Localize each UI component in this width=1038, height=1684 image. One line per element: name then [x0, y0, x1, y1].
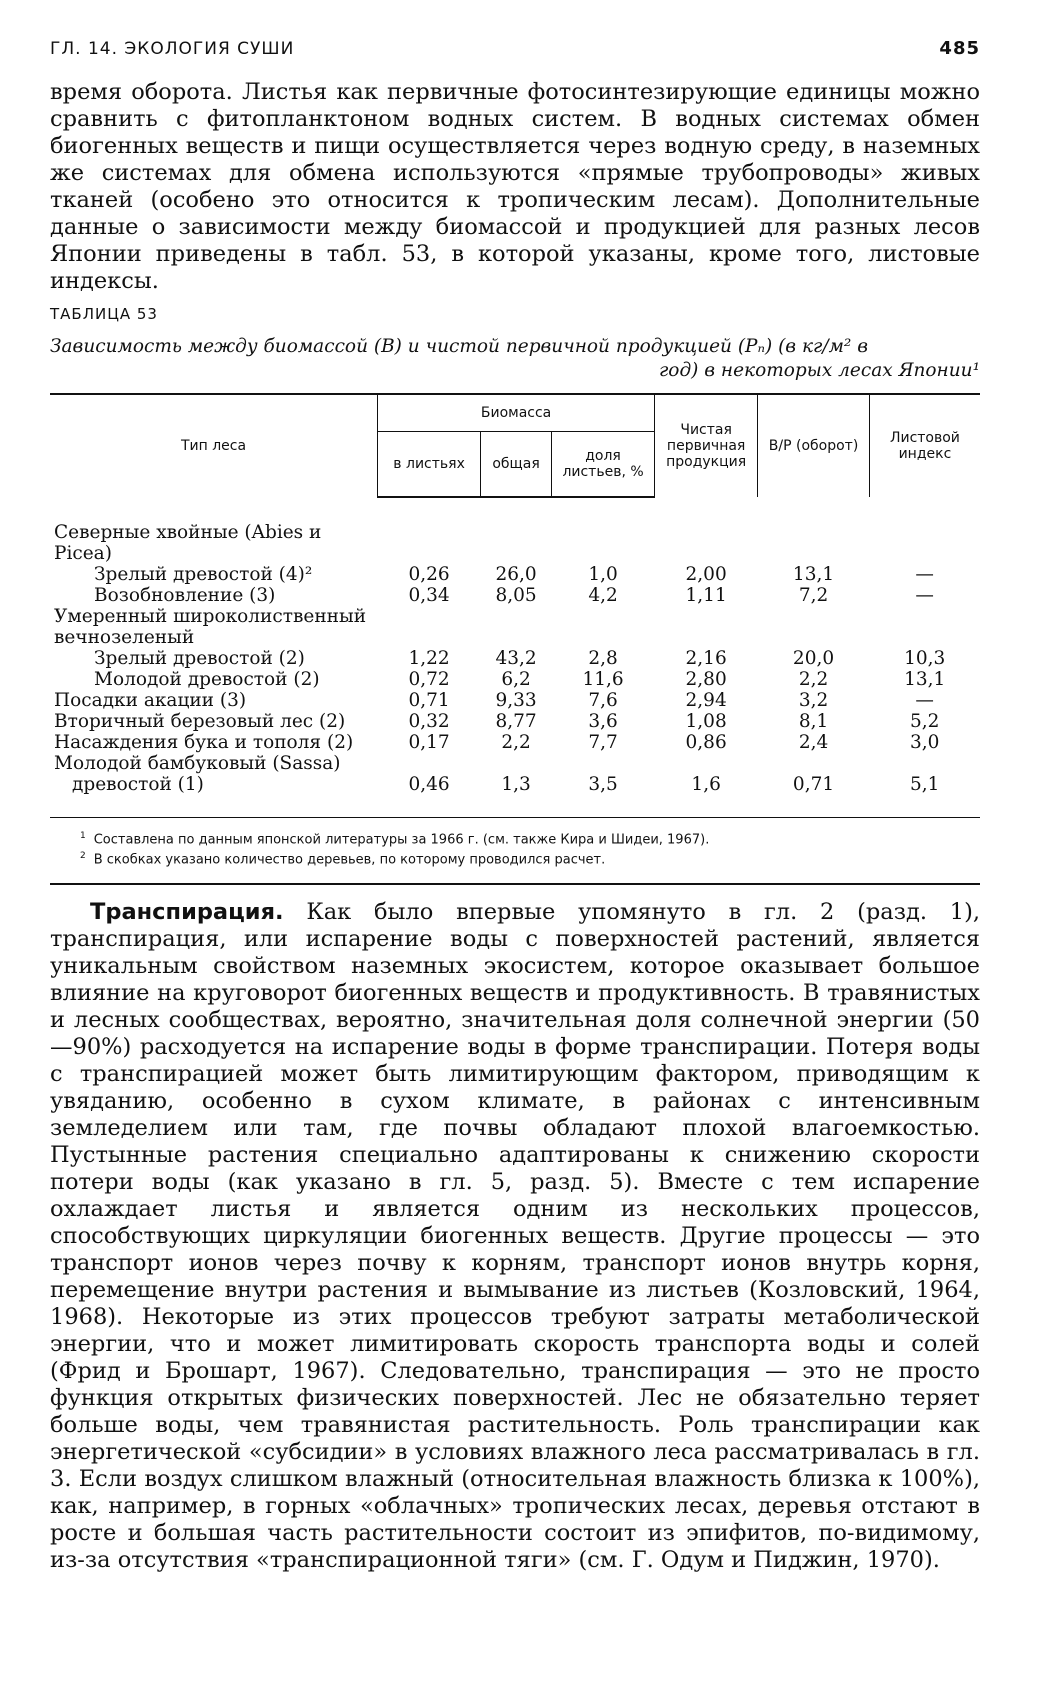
table-cell: [758, 522, 870, 564]
row-label: Молодой бамбуковый (Sassa): [54, 753, 341, 774]
table-row: [50, 732, 980, 753]
table-cell: 7,2: [798, 585, 829, 606]
table-cell: 1,22: [408, 648, 450, 669]
table-cell: 0,26: [408, 564, 450, 585]
table-cell: 9,33: [495, 690, 537, 711]
table-cell: [869, 522, 980, 564]
table-cell: 3,5: [552, 774, 655, 818]
table-row: [50, 648, 980, 669]
table-cell: [655, 606, 758, 648]
footnote: [50, 828, 980, 848]
table-cell: 26,0: [495, 564, 537, 585]
table-cell: 2,2: [501, 732, 531, 753]
paragraph-text: Как было впервые упомянуто в гл. 2 (разд. 1), транспирация, или испарение воды с поверхностей растений, является уникальным свойством наземных экосистем, которое оказывает большое влияние на круговорот биогенных веществ и продуктивность. В травянистых и лесных сообществах, вероятно, значительная доля солнечной энергии (50—90%) расходуется на испарение воды в форме транспирации. Потеря воды с транспирацией может быть лимитирующим фактором, приводящим к увяданию, особенно в сухом климате, в районах с интенсивным земледелием или там, где почвы обладают плохой влагоемкостью. Пустынные растения специально адаптированы к снижению скорости потери воды (как указано в гл. 5, разд. 5). Вместе с тем испарение охлаждает листья и является одним из нескольких процессов, способствующих циркуляции биогенных веществ. Другие процессы — это транспорт ионов через почву к корням, транспорт ионов внутрь корня, перемещение внутри растения и вымывание из листьев (Козловский, 1964, 1968). Некоторые из этих процессов требуют затраты метаболической энергии, что и может лимитировать скорость транспорта воды и солей (Фрид и Брошарт, 1967). Следовательно, транспирация — это не просто функция открытых физических поверхностей. Лес не обязательно теряет больше воды, чем травянистая растительность. Роль транспирации как энергетической «субсидии» в условиях влажного леса рассматривалась в гл. 3. Если воздух слишком влажный (относительная влажность близка к 100%), как, например, в горных «облачных» тропических лесах, деревья отстают в росте и большая часть растительности состоит из эпифитов, по-видимому, из-за отсутствия «транспирационной тяги» (см. Г. Одум и Пиджин, 1970).: [50, 898, 981, 1573]
table-cell: 7,7: [588, 732, 618, 753]
footnote-mark: 1: [80, 831, 86, 841]
table-cell: 4,2: [588, 585, 618, 606]
table-cell: 2,4: [798, 732, 829, 753]
table-row: [50, 690, 980, 711]
table-cell: 5,1: [869, 774, 980, 818]
row-label: древостой (1): [50, 774, 378, 818]
table-cell: 20,0: [792, 648, 835, 669]
footnote-mark: 2: [80, 851, 86, 862]
page-number: 485: [939, 38, 980, 59]
row-label: Зрелый древостой (4)²: [94, 564, 313, 585]
table-cell: —: [915, 585, 934, 606]
row-label: Вторичный березовый лес (2): [54, 711, 346, 732]
col-header-biomass: Биомасса: [378, 394, 655, 432]
data-table: [50, 393, 980, 818]
table-cell: 13,1: [792, 564, 835, 585]
table-cell: [481, 753, 552, 774]
footnote-text: В скобках указано количество деревьев, по которому проводился расчет.: [93, 852, 606, 868]
row-label: Зрелый древостой (2): [94, 648, 305, 669]
table-cell: 0,46: [378, 774, 481, 818]
table-cell: 3,0: [909, 732, 940, 753]
table-cell: 0,71: [758, 774, 870, 818]
table-cell: 2,94: [685, 690, 727, 711]
table-cell: [378, 522, 481, 564]
table-cell: [655, 753, 758, 774]
table-cell: 3,6: [588, 711, 618, 732]
table-caption-line: год) в некоторых лесах Японии¹: [658, 360, 980, 381]
table-cell: [552, 753, 655, 774]
row-label: Возобновление (3): [94, 585, 276, 606]
table-cell: [378, 606, 481, 648]
divider: [50, 883, 980, 885]
section-lead: Транспирация.: [90, 898, 284, 925]
table-cell: 0,86: [685, 732, 727, 753]
table-cell: 3,2: [798, 690, 829, 711]
table-body: [50, 497, 980, 818]
table-cell: 0,72: [408, 669, 450, 690]
table-row: [50, 774, 980, 818]
table-row: [50, 606, 980, 648]
row-label: Посадки акации (3): [54, 690, 247, 711]
col-header-in-leaves: в листьях: [378, 432, 481, 498]
body-paragraph: время оборота. Листья как первичные фотосинтезирующие единицы можно сравнить с фитопланктоном водных систем. В водных системах обмен биогенных веществ и пищи осуществляется через водную среду, в наземных же системах для обмена используются «прямые трубопроводы» живых тканей (особено это относится к тропическим лесам). Дополнительные данные о зависимости между биомассой и продукцией для разных лесов Японии приведены в табл. 53, в которой указаны, кроме того, листовые индексы.: [50, 79, 980, 294]
table-cell: [758, 753, 870, 774]
table-cell: 10,3: [904, 648, 946, 669]
table-caption: [50, 335, 980, 383]
table-cell: 1,6: [655, 774, 758, 818]
table-row: [50, 522, 980, 564]
row-label: Северные хвойные (Abies и Picea): [54, 522, 322, 564]
table-cell: 0,71: [408, 690, 450, 711]
table-cell: 2,8: [588, 648, 618, 669]
col-header-lai: Листовой индекс: [869, 394, 980, 497]
table-cell: [481, 606, 552, 648]
row-label: Насаждения бука и тополя (2): [54, 732, 354, 753]
table-cell: —: [915, 564, 934, 585]
book-page: [50, 38, 980, 1574]
table-row: [50, 564, 980, 585]
table-cell: 1,11: [685, 585, 727, 606]
table-cell: 0,32: [408, 711, 450, 732]
table-cell: 7,6: [588, 690, 618, 711]
table-cell: 8,77: [495, 711, 537, 732]
table-row: [50, 753, 980, 774]
table-cell: 6,2: [501, 669, 531, 690]
table-cell: 2,2: [798, 669, 829, 690]
table-cell: 8,1: [798, 711, 829, 732]
table-cell: 0,34: [408, 585, 450, 606]
table-cell: [481, 522, 552, 564]
table-caption-line: Зависимость между биомассой (B) и чистой первичной продукцией (Pₙ) (в кг/м² в: [50, 336, 868, 357]
table-cell: 13,1: [904, 669, 946, 690]
table-row: [50, 669, 980, 690]
table-cell: [655, 522, 758, 564]
col-header-npp: Чистая первичная продукция: [655, 394, 758, 497]
table-cell: 2,80: [685, 669, 727, 690]
table-cell: 1,0: [588, 564, 618, 585]
table-cell: [869, 753, 980, 774]
table-cell: [869, 606, 980, 648]
table-cell: [758, 606, 870, 648]
table-cell: 0,17: [408, 732, 450, 753]
row-label: Молодой древостой (2): [94, 669, 320, 690]
body-paragraph: [50, 899, 980, 1574]
col-header-type: Тип леса: [50, 394, 378, 497]
table-row: [50, 585, 980, 606]
col-header-leaf-share: доля листьев, %: [552, 432, 655, 498]
table-cell: 8,05: [495, 585, 537, 606]
table-row: [50, 711, 980, 732]
row-label: Умеренный широколиственный вечнозеленый: [54, 606, 367, 648]
table-cell: 5,2: [909, 711, 940, 732]
col-header-total: общая: [481, 432, 552, 498]
table-cell: 11,6: [582, 669, 624, 690]
footnote: [50, 848, 980, 868]
table-cell: [378, 753, 481, 774]
chapter-title: ГЛ. 14. ЭКОЛОГИЯ СУШИ: [50, 39, 295, 59]
running-header: [50, 38, 980, 59]
table-cell: 1,08: [685, 711, 727, 732]
table-cell: [552, 606, 655, 648]
table-cell: 2,00: [685, 564, 727, 585]
table-cell: 43,2: [495, 648, 537, 669]
col-header-bp: B/P (оборот): [758, 394, 870, 497]
table-label: ТАБЛИЦА 53: [50, 305, 158, 323]
table-cell: [552, 522, 655, 564]
footnote-text: Составлена по данным японской литературы за 1966 г. (см. также Кира и Шидеи, 1967).: [93, 832, 710, 848]
table-cell: 1,3: [481, 774, 552, 818]
table-cell: —: [915, 690, 934, 711]
table-cell: 2,16: [685, 648, 727, 669]
